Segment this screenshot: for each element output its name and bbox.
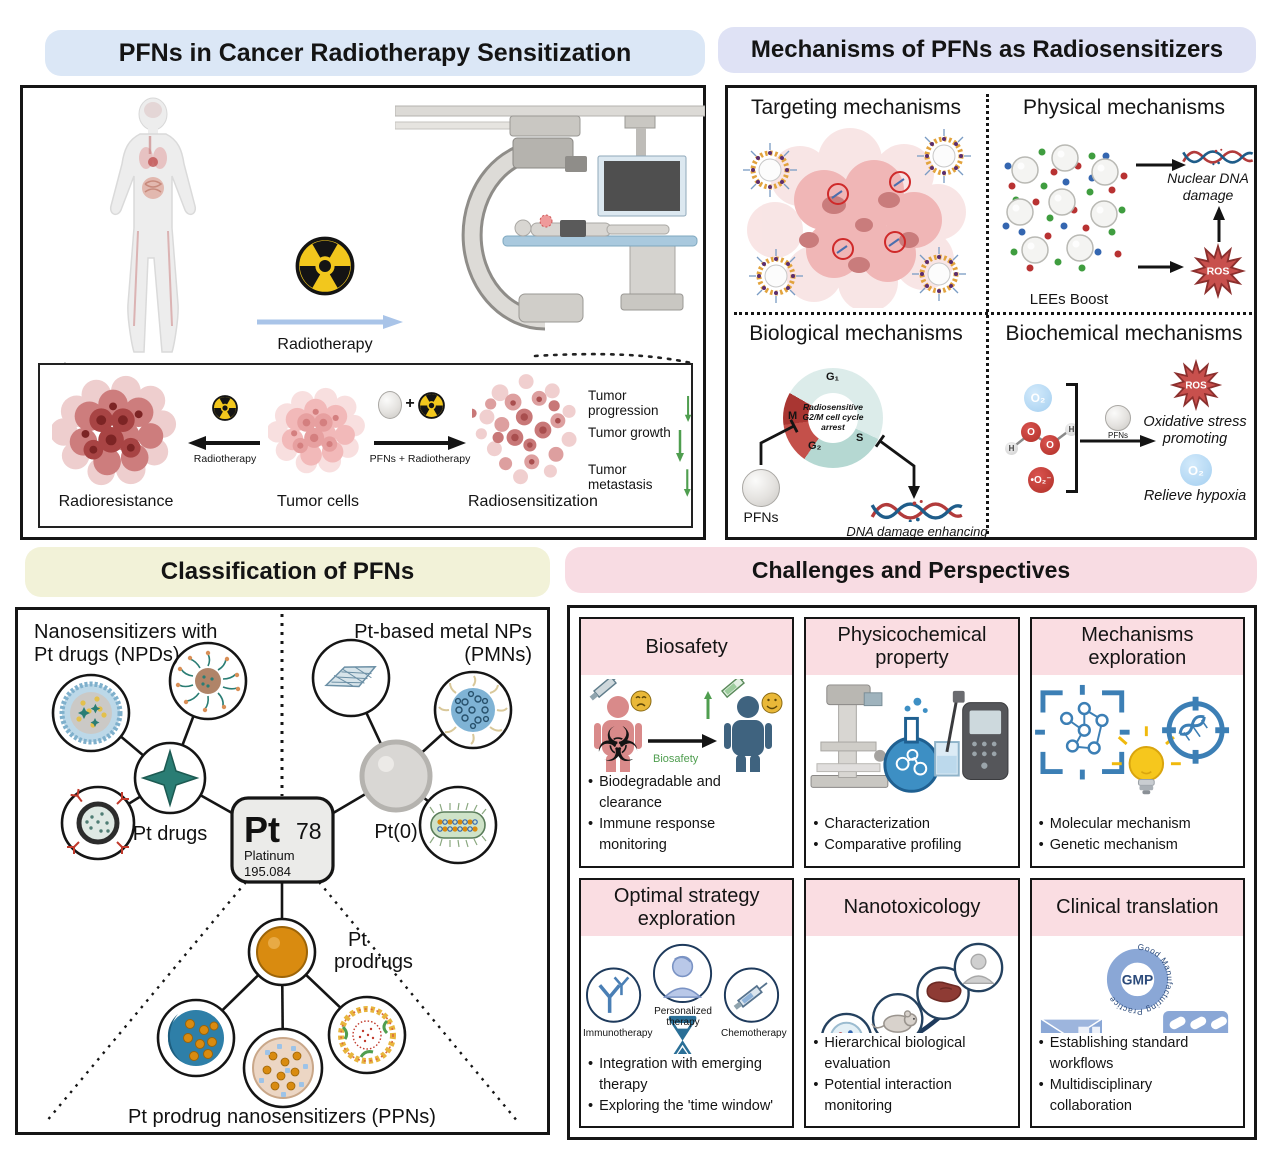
ppn-blue-np-icon (158, 1000, 234, 1076)
bullet-text: • Hierarchical biological evaluation (824, 1034, 966, 1072)
radiosensitization-label: Radiosensitization (468, 493, 598, 510)
biohazard-icon: ☣ (596, 719, 640, 772)
npd-liposome-icon (53, 675, 129, 751)
pt-prodrugs-label-line2: prodrugs (334, 951, 413, 973)
bullet-text: • Establishing standard workflows (1049, 1034, 1189, 1072)
card-optimal-strategy-bullets (581, 1054, 792, 1126)
gmp-illustration (1035, 938, 1237, 1033)
biological-mechanisms-title: Biological mechanisms (749, 322, 963, 345)
bullet-text: • Integration with emerging therapy (599, 1055, 762, 1093)
down-arrow-icon (683, 467, 692, 499)
tumor-cells-label: Tumor cells (276, 493, 360, 510)
panel-title-mechanisms-text: Mechanisms of PFNs as Radiosensitizers (750, 36, 1224, 63)
pmn-coated-np-icon (435, 672, 511, 748)
pmn-nanosheet-icon (313, 640, 389, 716)
panel-classification (15, 607, 550, 1135)
phase-s: S (856, 432, 864, 444)
card-biosafety-bullets (581, 772, 792, 865)
mechanism-icons-illustration (1035, 681, 1237, 809)
pfn-sphere-icon (378, 391, 402, 419)
pt0-label: Pt(0) (374, 821, 418, 843)
radiosensitized-tumor (472, 371, 584, 491)
arrow-to-ros (1138, 260, 1184, 274)
panel-challenges (567, 605, 1257, 1140)
pt-prodrugs-label-line1: Pt (348, 929, 367, 951)
targeting-mechanisms-title: Targeting mechanisms (750, 96, 962, 119)
left-arrow-label: Radiotherapy (193, 453, 257, 465)
radiation-icon-small-left (212, 395, 238, 421)
dna-icon (1182, 148, 1254, 166)
outcome-row (588, 389, 692, 426)
down-arrow-icon (675, 430, 685, 462)
panel-title-challenges-text: Challenges and Perspectives (751, 556, 1071, 583)
bullet-text: • Multidisciplinary collaboration (1049, 1076, 1153, 1114)
card-clinical-translation-icon-area (1032, 936, 1243, 1033)
panel-title-radiotherapy-text: PFNs in Cancer Radiotherapy Sensitization (118, 38, 632, 67)
package-pill-icon (1041, 1018, 1118, 1033)
pt-prodrugs-hub (249, 919, 315, 985)
pt-element-tile (232, 798, 333, 882)
radioresistance-label: Radioresistance (58, 493, 174, 510)
superoxide-molecule: •O₂⁻ (1028, 467, 1054, 493)
tumor-cells (268, 373, 368, 489)
pt-symbol: Pt (244, 809, 280, 850)
outcome-label: Tumor progression (588, 388, 659, 418)
bullet-text: • Biodegradable and clearance (599, 774, 721, 812)
outcome-list (588, 389, 692, 500)
arrow-ros-to-dna (1212, 206, 1226, 242)
card-nanotoxicology-title: Nanotoxicology (806, 880, 1017, 936)
oxidative-stress-label: Oxidative stress promoting (1143, 414, 1247, 448)
dna-damage-icon (861, 500, 973, 522)
biosafety-arrow-label: Biosafety (653, 753, 699, 765)
pt-drugs-hub (135, 743, 205, 813)
physical-mechanisms-title: Physical mechanisms (1023, 96, 1225, 119)
card-optimal-strategy-icon-area (581, 936, 792, 1054)
pmn-label-line2: (PMNs) (464, 644, 532, 666)
ros-label: ROS (1206, 265, 1230, 278)
phase-g2: G₂ (808, 440, 822, 452)
phase-m: M (788, 410, 798, 422)
h2o2-oxygen-1: O (1021, 422, 1041, 442)
card-mechanisms-exploration-icon-area (1032, 675, 1243, 814)
radiotherapy-only-arrow (188, 435, 262, 451)
bullet-text: • Comparative profiling (824, 837, 962, 854)
card-physicochemical-icon-area (806, 675, 1017, 814)
card-nanotoxicology (804, 878, 1019, 1129)
bullet-text: • Characterization (824, 816, 930, 833)
down-arrow-icon (684, 393, 692, 425)
panel-radiotherapy (20, 85, 706, 540)
nuclear-dna-damage-label: Nuclear DNA damage (1167, 170, 1249, 203)
ros-starburst (1186, 240, 1250, 302)
bullet-text: • Genetic mechanism (1049, 837, 1178, 854)
card-biosafety (579, 617, 794, 868)
pt0-hub (362, 742, 430, 810)
h2o2-oxygen-2: O (1040, 435, 1060, 455)
panel-title-radiotherapy (45, 30, 705, 76)
pmn-nanorod-icon (420, 787, 496, 863)
card-nanotoxicology-icon-area (806, 936, 1017, 1033)
panel-title-mechanisms (718, 27, 1256, 73)
pfns-label-biological: PFNs (743, 509, 779, 525)
radioresistant-tumor (52, 375, 180, 487)
cell-cycle-center-text: Radiosensitive G2/M cell cycle arrest (802, 402, 864, 432)
h2o2-hydrogen-1: H (1005, 442, 1018, 455)
radiotherapy-arrow-label: Radiotherapy (277, 336, 373, 353)
classification-network (18, 610, 547, 1132)
phase-g1: G₁ (826, 371, 840, 383)
pfns-radiotherapy-arrow (374, 435, 466, 451)
sad-face-icon (631, 691, 651, 711)
ppn-matrix-np-icon (244, 1029, 322, 1107)
human-circle (955, 943, 1002, 990)
tumor-comparison-box (38, 363, 693, 528)
cells-circle (822, 1013, 871, 1033)
radiation-icon-small-right (418, 392, 445, 419)
hierarchical-evaluation-illustration (809, 938, 1011, 1033)
card-biosafety-title: Biosafety (581, 619, 792, 675)
lees-boost-label: LEEs Boost (1029, 291, 1109, 308)
bullet-text: • Molecular mechanism (1049, 816, 1191, 833)
personalized-therapy-label: Personalized therapy (654, 1005, 712, 1028)
card-clinical-translation (1030, 878, 1245, 1129)
panel-title-challenges (565, 547, 1257, 593)
plus-sign: + (405, 395, 415, 412)
gmp-ring-text: Good Manufacturing Practice (1105, 941, 1175, 1017)
relieve-hypoxia-label: Relieve hypoxia (1143, 488, 1247, 504)
panel-mechanisms (725, 85, 1257, 540)
characterization-instruments-illustration (809, 681, 1011, 809)
card-optimal-strategy-title: Optimal strategy exploration (581, 880, 792, 936)
h2o2-hydrogen-2: H (1065, 423, 1078, 436)
npd-label-line1: Nanosensitizers with (34, 621, 218, 643)
pt-mass: 195.084 (244, 864, 291, 879)
card-physicochemical (804, 617, 1019, 868)
card-biosafety-icon-area (581, 675, 792, 772)
happy-face-icon (762, 693, 782, 713)
biochemical-mechanisms-title: Biochemical mechanisms (1005, 322, 1243, 345)
card-physicochemical-title: Physicochemical property (806, 619, 1017, 675)
biosafety-up-arrow (704, 691, 712, 719)
bullet-text: • Potential interaction monitoring (824, 1076, 952, 1114)
npd-micelle-icon (170, 643, 246, 719)
outcome-row (588, 426, 692, 463)
card-clinical-translation-title: Clinical translation (1032, 880, 1243, 936)
pmn-label-line1: Pt-based metal NPs (354, 621, 532, 643)
mouse-circle (872, 994, 922, 1033)
flask-icon (885, 698, 938, 792)
pt-number: 78 (296, 818, 322, 844)
dna-damage-enhancing-label: DNA damage enhancing (846, 524, 988, 539)
oxygen-molecule: O₂ (1024, 384, 1052, 412)
pt-drugs-label: Pt drugs (132, 823, 208, 845)
ros-starburst-biochemical (1166, 356, 1226, 414)
syringe-icon-right (722, 679, 752, 697)
molecular-pathway-icon (1035, 685, 1130, 780)
immunotherapy-label: Immunotherapy (583, 1027, 653, 1039)
molecule-bracket (1066, 383, 1078, 493)
right-arrow-label: PFNs + Radiotherapy (369, 453, 471, 465)
bullet-text: • Immune response monitoring (599, 816, 716, 854)
card-clinical-translation-bullets (1032, 1033, 1243, 1126)
outcome-row (588, 463, 692, 500)
pfns-sphere-biochemical (1105, 405, 1131, 431)
targeting-tumor-illustration (738, 124, 976, 308)
ppn-label: Pt prodrug nanosensitizers (PPNs) (128, 1106, 436, 1128)
card-mechanisms-exploration-bullets (1032, 814, 1243, 865)
panel-title-classification (25, 547, 550, 597)
panel-title-classification-text: Classification of PFNs (160, 558, 415, 585)
lees-cluster-illustration (1000, 140, 1135, 290)
card-mechanisms-exploration (1030, 617, 1245, 868)
card-mechanisms-exploration-title: Mechanisms exploration (1032, 619, 1243, 675)
card-nanotoxicology-bullets (806, 1033, 1017, 1126)
npd-antibody-np-icon (62, 787, 134, 859)
chemotherapy-label: Chemotherapy (721, 1027, 787, 1039)
card-optimal-strategy (579, 878, 794, 1129)
dna-target-icon (1162, 697, 1229, 764)
pfns-label-biochemical: PFNs (1108, 431, 1128, 440)
card-physicochemical-bullets (806, 814, 1017, 865)
pill-blister-icon (1163, 1010, 1228, 1032)
relieve-oxygen-molecule: O₂ (1180, 454, 1212, 486)
outcome-label: Tumor growth (588, 425, 671, 440)
npd-label-line2: Pt drugs (NPDs) (34, 644, 180, 666)
gmp-ring-icon (1106, 941, 1175, 1016)
gmp-center-text: GMP (1121, 971, 1153, 987)
electron-microscope-icon (811, 685, 888, 787)
ros-label-biochemical: ROS (1185, 380, 1207, 392)
ppn-shell-np-icon (329, 997, 405, 1073)
ph-meter-icon (935, 691, 1008, 780)
bullet-text: • Exploring the 'time window' (599, 1097, 774, 1114)
outcome-label: Tumor metastasis (588, 462, 653, 492)
pt-name: Platinum (244, 848, 295, 863)
